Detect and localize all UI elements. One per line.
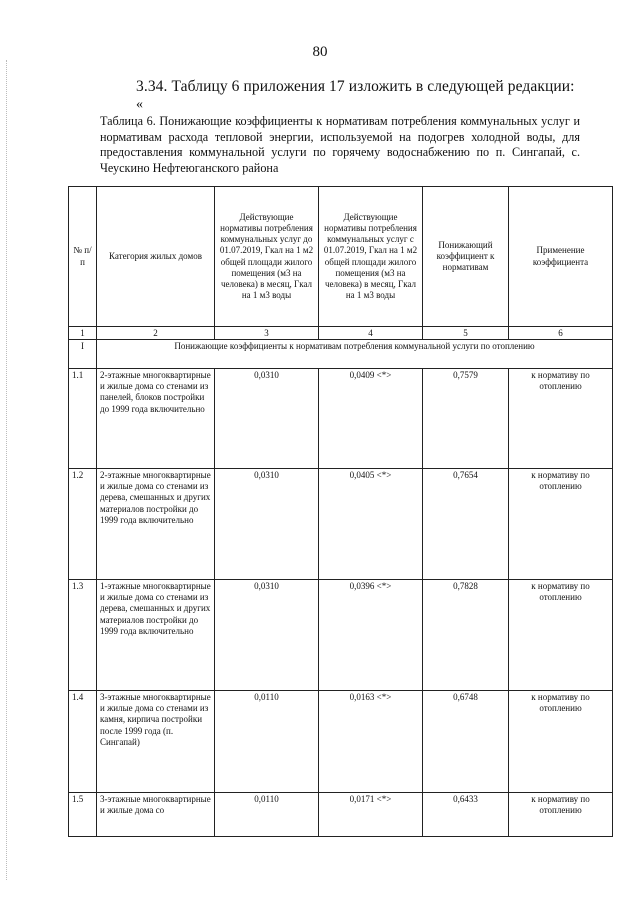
row-application: к нормативу по отоплению — [509, 691, 613, 793]
section-heading: 3.34. Таблицу 6 приложения 17 изложить в следующей редакции: — [136, 78, 575, 95]
row-norm-after: 0,0163 <*> — [319, 691, 423, 793]
row-category: 3-этажные многоквартирные и жилые дома со — [97, 793, 215, 837]
column-number: 6 — [509, 327, 613, 340]
row-coefficient: 0,7579 — [423, 369, 509, 469]
row-category: 3-этажные многоквартирные и жилые дома со стенами из камня, кирпича постройки после 1999 года (п. Сингапай) — [97, 691, 215, 793]
coefficients-table — [68, 186, 613, 837]
row-norm-before: 0,0110 — [215, 793, 319, 837]
row-category: 2-этажные многоквартирные и жилые дома со стенами из панелей, блоков постройки до 1999 года включительно — [97, 369, 215, 469]
column-number-row — [69, 327, 613, 340]
section-row — [69, 340, 613, 369]
row-norm-before: 0,0310 — [215, 369, 319, 469]
header-category: Категория жилых домов — [97, 187, 215, 327]
table-row — [69, 793, 613, 837]
row-category: 1-этажные многоквартирные и жилые дома со стенами из дерева, смешанных и других материалов постройки до 1999 года включительно — [97, 580, 215, 691]
row-application: к нормативу по отоплению — [509, 469, 613, 580]
opening-quote-mark: « — [136, 97, 143, 112]
row-norm-before: 0,0310 — [215, 469, 319, 580]
row-application: к нормативу по отоплению — [509, 793, 613, 837]
row-norm-after: 0,0171 <*> — [319, 793, 423, 837]
table-row — [69, 691, 613, 793]
table-row — [69, 369, 613, 469]
section-number: I — [69, 340, 97, 369]
row-coefficient: 0,6748 — [423, 691, 509, 793]
row-number: 1.1 — [69, 369, 97, 469]
section-title: Понижающие коэффициенты к нормативам потребления коммунальной услуги по отоплению — [97, 340, 613, 369]
row-norm-before: 0,0110 — [215, 691, 319, 793]
header-application: Применение коэффициента — [509, 187, 613, 327]
row-coefficient: 0,7828 — [423, 580, 509, 691]
row-norm-after: 0,0409 <*> — [319, 369, 423, 469]
table-row — [69, 469, 613, 580]
row-norm-before: 0,0310 — [215, 580, 319, 691]
header-number: № п/п — [69, 187, 97, 327]
row-category: 2-этажные многоквартирные и жилые дома со стенами из дерева, смешанных и других материалов постройки до 1999 года включительно — [97, 469, 215, 580]
table-row — [69, 580, 613, 691]
column-number: 4 — [319, 327, 423, 340]
row-application: к нормативу по отоплению — [509, 580, 613, 691]
header-coefficient: Понижающий коэффициент к нормативам — [423, 187, 509, 327]
column-number: 1 — [69, 327, 97, 340]
row-coefficient: 0,7654 — [423, 469, 509, 580]
page-number: 80 — [312, 44, 328, 60]
column-number: 2 — [97, 327, 215, 340]
row-coefficient: 0,6433 — [423, 793, 509, 837]
row-number: 1.4 — [69, 691, 97, 793]
row-number: 1.3 — [69, 580, 97, 691]
header-norm-after: Действующие нормативы потребления коммунальных услуг с 01.07.2019, Гкал на 1 м2 общей площади жилого помещения (м3 на человека) в месяц, Гкал на 1 м3 воды — [319, 187, 423, 327]
column-number: 5 — [423, 327, 509, 340]
header-norm-before: Действующие нормативы потребления коммунальных услуг до 01.07.2019, Гкал на 1 м2 общей площади жилого помещения (м3 на человека) в месяц, Гкал на 1 м3 воды — [215, 187, 319, 327]
column-number: 3 — [215, 327, 319, 340]
row-application: к нормативу по отоплению — [509, 369, 613, 469]
row-norm-after: 0,0405 <*> — [319, 469, 423, 580]
table-header-row — [69, 187, 613, 327]
table-caption: Таблица 6. Понижающие коэффициенты к нормативам потребления коммунальных услуг и нормативам расхода тепловой энергии, используемой на подогрев холодной воды, для предоставления коммунальной услуги по горячему водоснабжению по п. Сингапай, с. Чеускино Нефтеюганского района — [100, 114, 580, 175]
row-number: 1.2 — [69, 469, 97, 580]
row-norm-after: 0,0396 <*> — [319, 580, 423, 691]
scan-edge-mark — [6, 60, 8, 880]
row-number: 1.5 — [69, 793, 97, 837]
